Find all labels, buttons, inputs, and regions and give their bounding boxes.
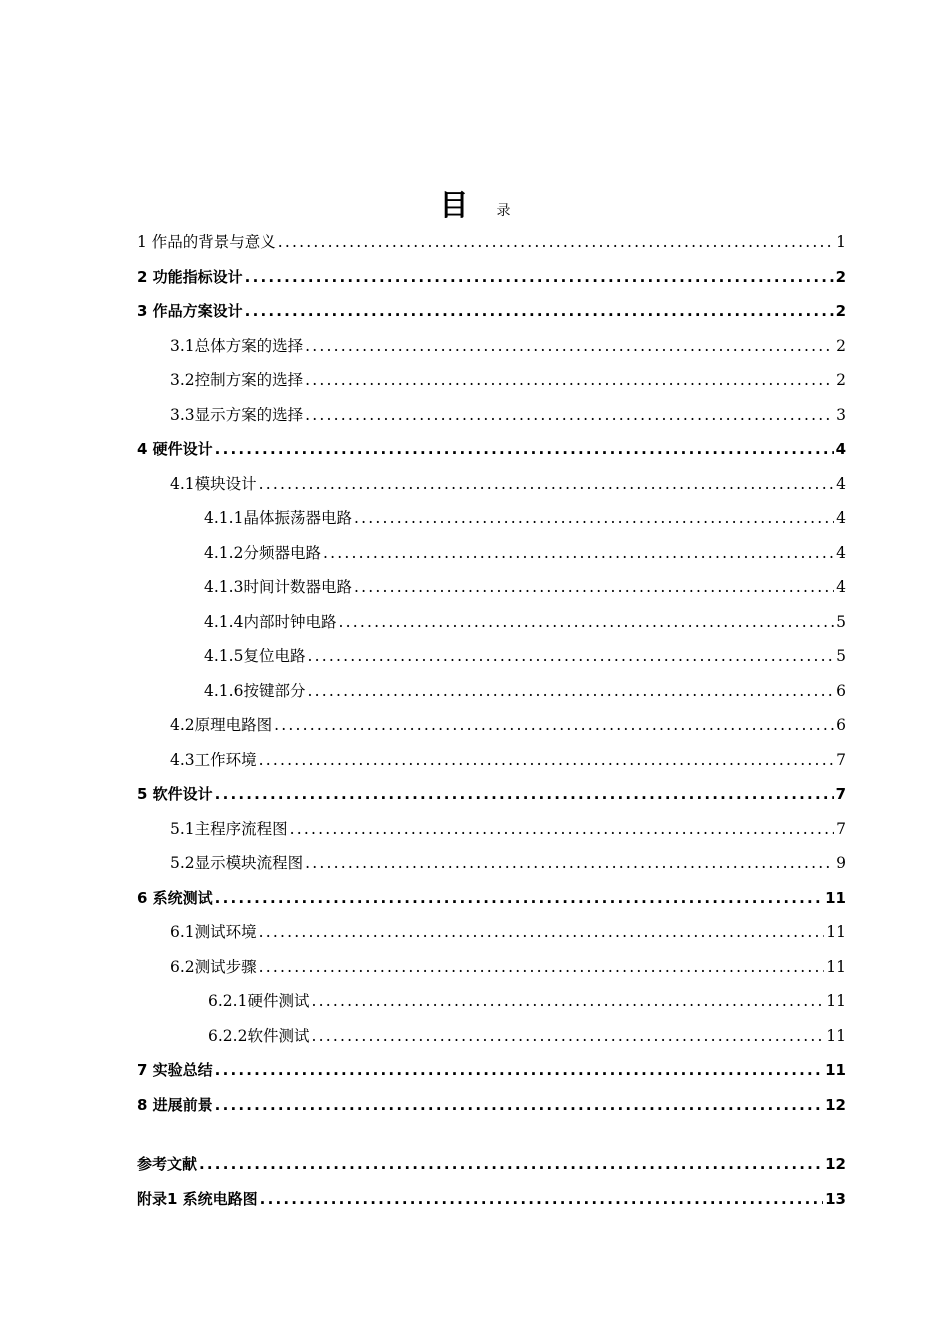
toc-entry-label: 4.1.5复位电路 <box>204 647 306 665</box>
toc-entry-label: 6.1测试环境 <box>170 923 257 941</box>
dot-leader <box>311 1026 824 1046</box>
toc-entry-page: 4 <box>836 578 846 596</box>
toc-entry-label: 4.3工作环境 <box>170 751 257 769</box>
toc-entry[interactable] <box>204 646 846 666</box>
dot-leader <box>259 474 834 494</box>
toc-entry-label: 3.3显示方案的选择 <box>170 406 304 424</box>
toc-entry[interactable] <box>137 267 846 287</box>
toc-entry-page: 6 <box>836 682 846 700</box>
toc-entry-page: 11 <box>826 958 846 976</box>
dot-leader <box>245 267 834 287</box>
toc-entry-label: 附录1 系统电路图 <box>137 1190 258 1208</box>
toc-entry-label: 6.2.1硬件测试 <box>208 992 310 1010</box>
toc-entry[interactable] <box>170 474 846 494</box>
toc-entry-page: 2 <box>836 371 846 389</box>
toc-entry-page: 4 <box>835 440 846 458</box>
toc-entry-page: 11 <box>825 1061 846 1079</box>
dot-leader <box>305 336 834 356</box>
toc-entry[interactable] <box>170 370 846 390</box>
dot-leader <box>338 612 834 632</box>
toc-entry-label: 1 作品的背景与意义 <box>137 233 276 251</box>
toc-entry[interactable] <box>170 336 846 356</box>
toc-entry[interactable] <box>208 991 846 1011</box>
toc-entry[interactable] <box>170 750 846 770</box>
toc-entry-page: 12 <box>825 1096 846 1114</box>
toc-entry-page: 11 <box>826 1027 846 1045</box>
toc-entry-page: 7 <box>836 820 846 838</box>
toc-entry[interactable] <box>170 853 846 873</box>
toc-entry-label: 3.2控制方案的选择 <box>170 371 304 389</box>
toc-entry[interactable] <box>170 715 846 735</box>
toc-entry[interactable] <box>204 577 846 597</box>
toc-entry-label: 4.2原理电路图 <box>170 716 273 734</box>
dot-leader <box>260 1189 823 1209</box>
dot-leader <box>305 370 834 390</box>
toc-entry-page: 4 <box>836 544 846 562</box>
toc-entry[interactable] <box>137 784 846 804</box>
dot-leader <box>278 232 834 252</box>
toc-entry-label: 4.1模块设计 <box>170 475 257 493</box>
dot-leader <box>305 853 834 873</box>
toc-entry[interactable] <box>170 819 846 839</box>
toc-entry-label: 7 实验总结 <box>137 1061 213 1079</box>
toc-entry-page: 7 <box>836 751 846 769</box>
toc-entry[interactable] <box>137 301 846 321</box>
dot-leader <box>259 957 825 977</box>
toc-entry-label: 4.1.2分频器电路 <box>204 544 321 562</box>
dot-leader <box>199 1154 823 1174</box>
toc-entry-label: 4.1.4内部时钟电路 <box>204 613 337 631</box>
toc-entry-page: 13 <box>825 1190 846 1208</box>
toc-entry-label: 3 作品方案设计 <box>137 302 243 320</box>
toc-entry[interactable] <box>204 681 846 701</box>
toc-entry-label: 6.2.2软件测试 <box>208 1027 310 1045</box>
toc-entry[interactable] <box>137 232 846 252</box>
dot-leader <box>290 819 834 839</box>
dot-leader <box>354 577 834 597</box>
dot-leader <box>259 750 834 770</box>
toc-entry-page: 7 <box>835 785 846 803</box>
dot-leader <box>307 681 834 701</box>
toc-entry-page: 11 <box>826 923 846 941</box>
toc-entry-label: 8 进展前景 <box>137 1096 213 1114</box>
toc-entry-page: 11 <box>826 992 846 1010</box>
toc-entry[interactable] <box>170 922 846 942</box>
toc-entry-page: 9 <box>836 854 846 872</box>
toc-entry-page: 11 <box>825 889 846 907</box>
toc-entry[interactable] <box>137 1060 846 1080</box>
toc-title-main: 目 <box>439 188 469 222</box>
toc-entry[interactable] <box>137 439 846 459</box>
toc-entry[interactable] <box>204 543 846 563</box>
toc-entry[interactable] <box>137 888 846 908</box>
toc-entry[interactable] <box>170 957 846 977</box>
dot-leader <box>323 543 834 563</box>
toc-entry-page: 2 <box>835 302 846 320</box>
toc-entry-label: 6 系统测试 <box>137 889 213 907</box>
dot-leader <box>305 405 834 425</box>
toc-entry-page: 5 <box>836 613 846 631</box>
toc-entry-page: 2 <box>835 268 846 286</box>
toc-entry-page: 3 <box>836 406 846 424</box>
toc-entry[interactable] <box>137 1189 846 1209</box>
toc-entry-label: 6.2测试步骤 <box>170 958 257 976</box>
toc-entry-label: 4.1.1晶体振荡器电路 <box>204 509 352 527</box>
dot-leader <box>274 715 834 735</box>
toc-entry-page: 6 <box>836 716 846 734</box>
toc-entry-page: 2 <box>836 337 846 355</box>
toc-entry-page: 4 <box>836 509 846 527</box>
toc-entry-label: 5.2显示模块流程图 <box>170 854 304 872</box>
toc-entry[interactable] <box>137 1154 846 1174</box>
dot-leader <box>311 991 824 1011</box>
toc-entry[interactable] <box>208 1026 846 1046</box>
dot-leader <box>259 922 825 942</box>
toc-entry-page: 4 <box>836 475 846 493</box>
toc-entry-label: 2 功能指标设计 <box>137 268 243 286</box>
toc-entry-label: 4.1.6按键部分 <box>204 682 306 700</box>
dot-leader <box>245 301 834 321</box>
dot-leader <box>354 508 834 528</box>
dot-leader <box>307 646 834 666</box>
toc-entry[interactable] <box>204 508 846 528</box>
toc-entry-label: 5 软件设计 <box>137 785 213 803</box>
dot-leader <box>215 1060 823 1080</box>
toc-entry-label: 5.1主程序流程图 <box>170 820 288 838</box>
toc-entry-label: 4.1.3时间计数器电路 <box>204 578 352 596</box>
toc-entry-label: 3.1总体方案的选择 <box>170 337 304 355</box>
toc-title-sub: 录 <box>496 203 511 219</box>
toc-entry[interactable] <box>204 612 846 632</box>
toc-entry-page: 5 <box>836 647 846 665</box>
dot-leader <box>215 1095 823 1115</box>
toc-entry[interactable] <box>170 405 846 425</box>
toc-entry-label: 参考文献 <box>137 1155 198 1173</box>
toc-entry[interactable] <box>137 1095 846 1115</box>
dot-leader <box>215 888 823 908</box>
toc-entry-page: 12 <box>825 1155 846 1173</box>
dot-leader <box>215 439 834 459</box>
toc-title <box>0 183 950 224</box>
toc-entry-label: 4 硬件设计 <box>137 440 213 458</box>
dot-leader <box>215 784 834 804</box>
toc-entry-page: 1 <box>836 233 846 251</box>
